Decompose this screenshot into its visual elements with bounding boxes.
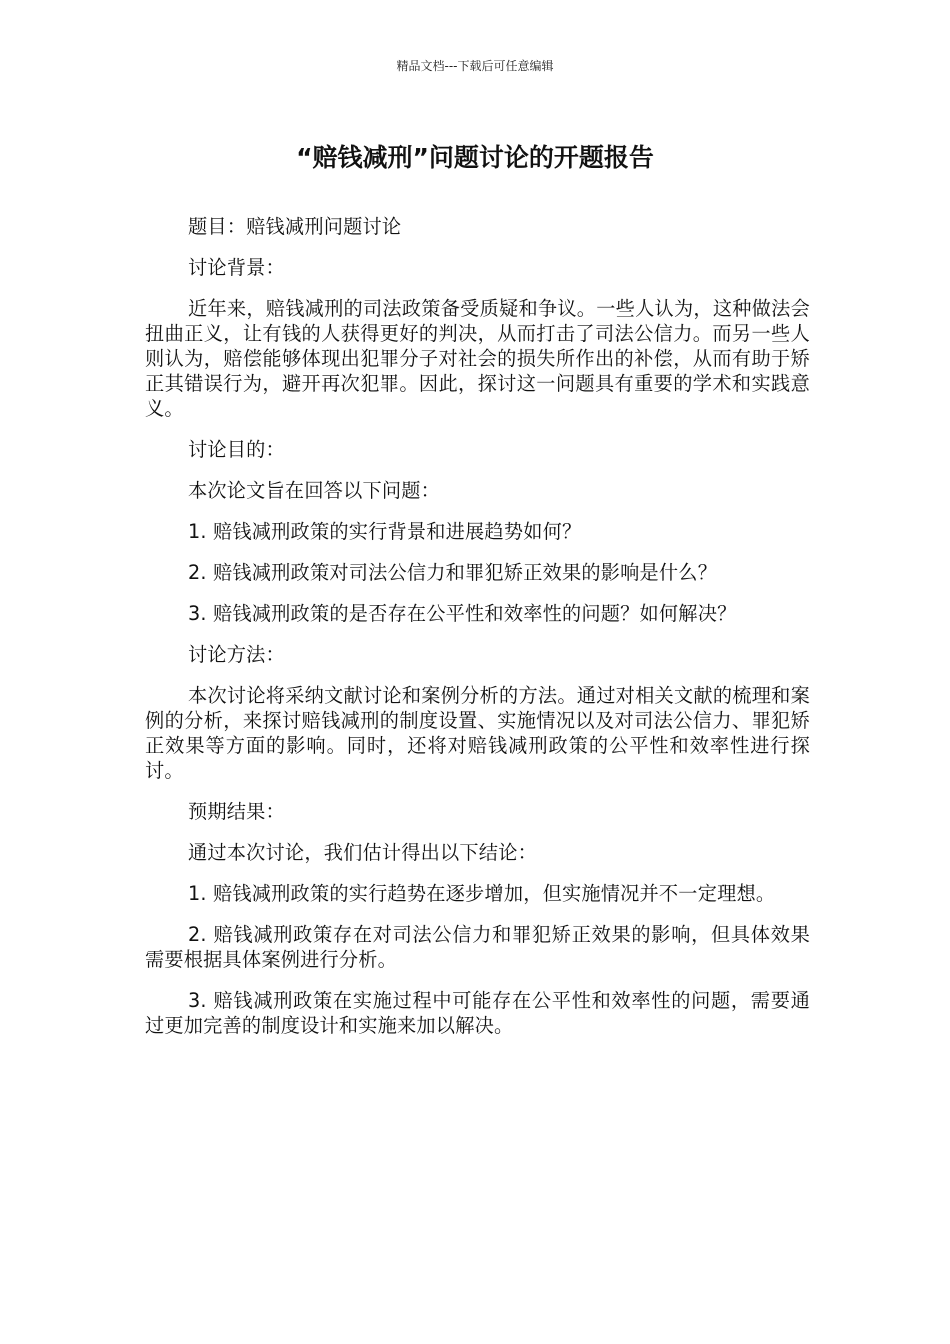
result-item-3: 3. 赔钱减刑政策在实施过程中可能存在公平性和效率性的问题，需要通过更加完善的制度设计和实施来加以解决。 (145, 989, 810, 1037)
header-note: 精品文档---下载后可任意编辑 (396, 59, 554, 73)
heading-expected-results: 预期结果： (188, 800, 285, 823)
heading-method: 讨论方法： (188, 643, 285, 666)
document-body (145, 214, 810, 1054)
question-item-1: 1. 赔钱减刑政策的实行背景和进展趋势如何？ (188, 520, 582, 543)
question-item-2: 2. 赔钱减刑政策对司法公信力和罪犯矫正效果的影响是什么？ (188, 561, 718, 584)
document-title: “赔钱减刑”问题讨论的开题报告 (296, 143, 654, 172)
heading-background: 讨论背景： (188, 256, 285, 279)
result-item-1: 1. 赔钱减刑政策的实行趋势在逐步增加，但实施情况并不一定理想。 (188, 882, 776, 905)
question-item-3: 3. 赔钱减刑政策的是否存在公平性和效率性的问题？如何解决？ (188, 602, 737, 625)
paragraph-topic: 题目：赔钱减刑问题讨论 (188, 215, 402, 238)
paragraph-results-intro: 通过本次讨论，我们估计得出以下结论： (188, 841, 537, 864)
paragraph-purpose-intro: 本次论文旨在回答以下问题： (188, 479, 441, 502)
heading-purpose: 讨论目的： (188, 438, 285, 461)
paragraph-method: 本次讨论将采纳文献讨论和案例分析的方法。通过对相关文献的梳理和案例的分析，来探讨赔钱减刑的制度设置、实施情况以及对司法公信力、罪犯矫正效果等方面的影响。同时，还将对赔钱减刑政策的公平性和效率性进行探讨。 (145, 684, 810, 782)
result-item-2: 2. 赔钱减刑政策存在对司法公信力和罪犯矫正效果的影响，但具体效果需要根据具体案例进行分析。 (145, 923, 810, 971)
paragraph-background: 近年来，赔钱减刑的司法政策备受质疑和争议。一些人认为，这种做法会扭曲正义，让有钱的人获得更好的判决，从而打击了司法公信力。而另一些人则认为，赔偿能够体现出犯罪分子对社会的损失所作出的补偿，从而有助于矫正其错误行为，避开再次犯罪。因此，探讨这一问题具有重要的学术和实践意义。 (145, 297, 810, 420)
